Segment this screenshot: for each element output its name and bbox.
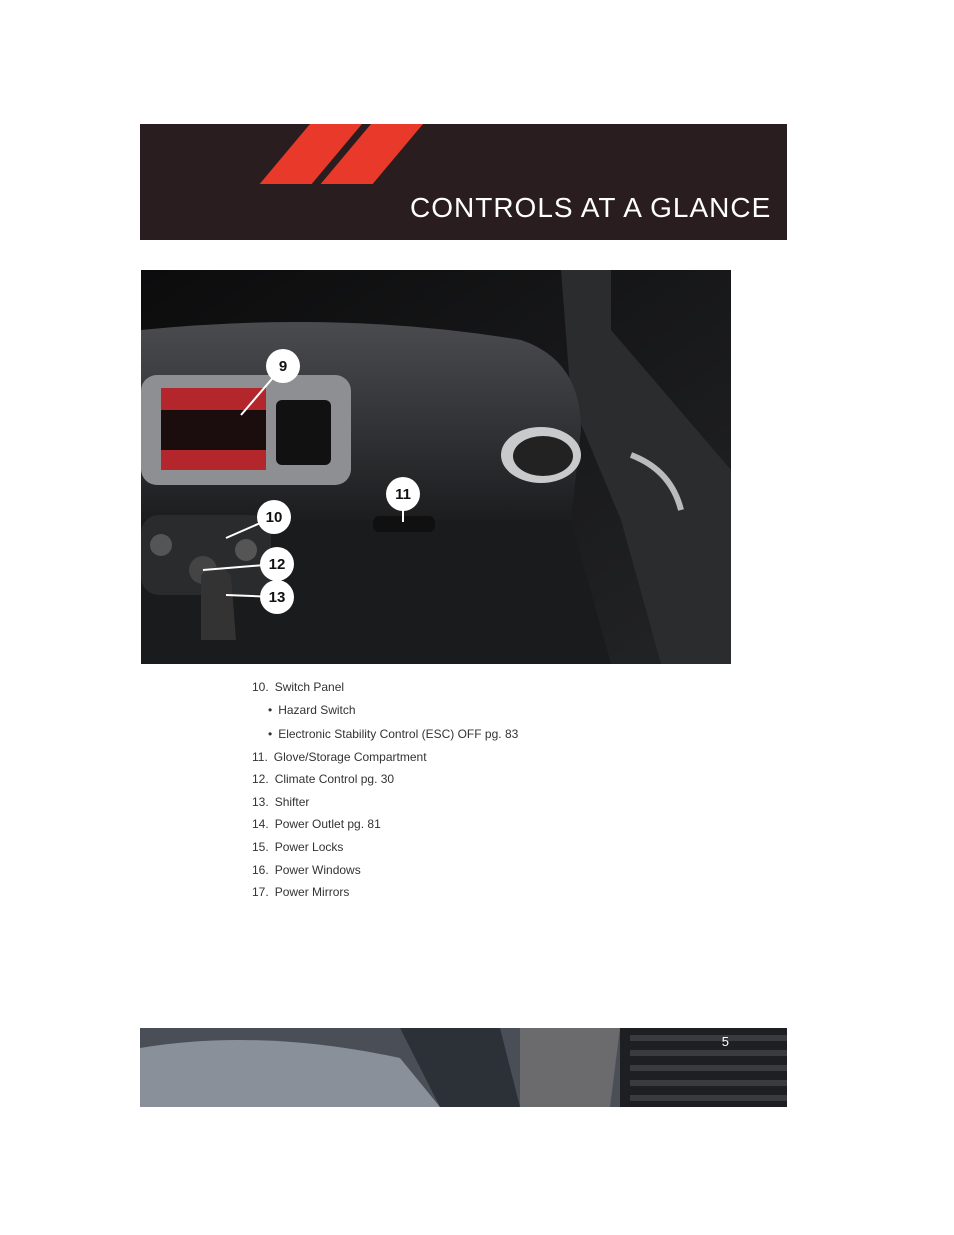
list-item: 13. Shifter bbox=[252, 794, 310, 809]
page-title: CONTROLS AT A GLANCE bbox=[410, 192, 772, 223]
dashboard-photo bbox=[141, 270, 731, 664]
list-subitem: • Electronic Stability Control (ESC) OFF pg. 83 bbox=[268, 726, 519, 741]
page-header bbox=[140, 124, 787, 240]
list-item: 16. Power Windows bbox=[252, 862, 361, 877]
dashboard-illustration bbox=[141, 270, 731, 664]
page-footer bbox=[140, 1028, 787, 1107]
svg-text:11: 11 bbox=[395, 486, 411, 503]
list-item: 14. Power Outlet pg. 81 bbox=[252, 817, 381, 832]
controls-list bbox=[252, 679, 712, 907]
list-item: 12. Climate Control pg. 30 bbox=[252, 772, 395, 787]
list-item: 11. Glove/Storage Compartment bbox=[252, 749, 427, 764]
list-subitem: • Hazard Switch bbox=[268, 702, 356, 717]
svg-text:9: 9 bbox=[278, 358, 288, 375]
footer-photo bbox=[140, 1028, 787, 1107]
page-number: 5 bbox=[721, 1034, 729, 1049]
svg-text:12: 12 bbox=[268, 556, 286, 573]
list-item: 10. Switch Panel bbox=[252, 680, 345, 694]
list-item: 15. Power Locks bbox=[252, 839, 344, 854]
svg-text:10: 10 bbox=[265, 509, 283, 526]
svg-text:13: 13 bbox=[268, 589, 286, 606]
list-item: 17. Power Mirrors bbox=[252, 885, 350, 900]
